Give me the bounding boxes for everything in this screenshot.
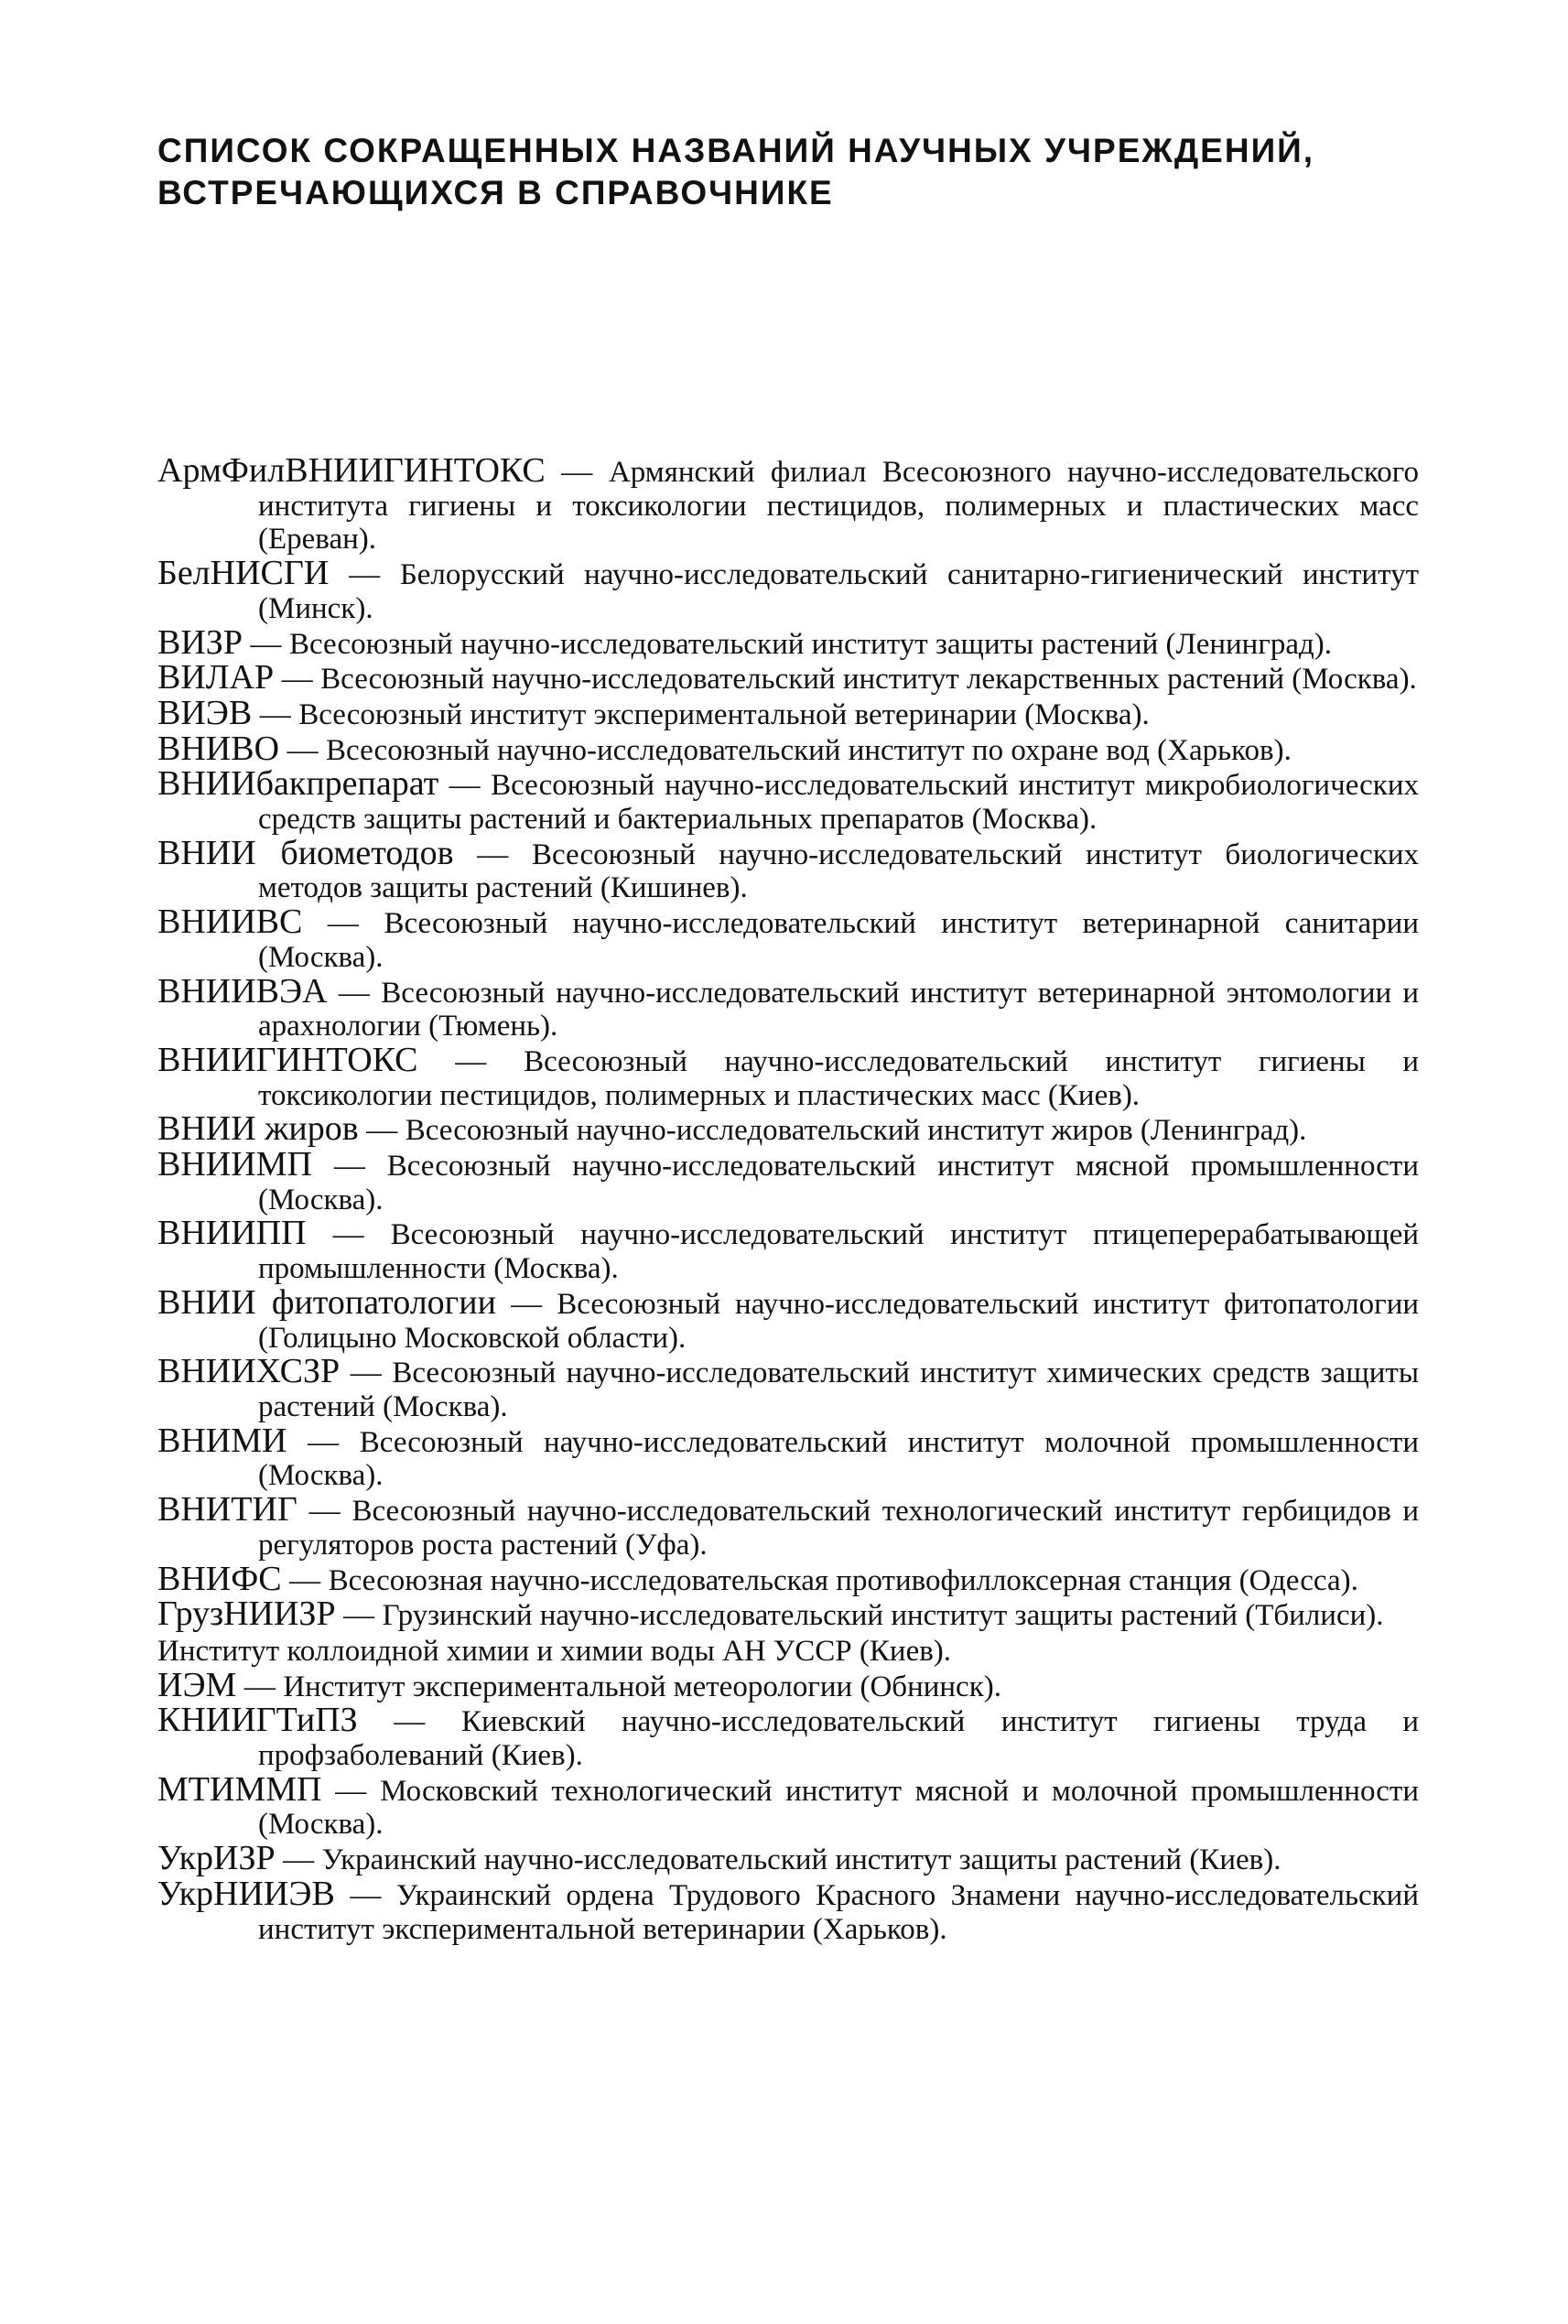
entry-abbreviation: ВНИИбакпрепарат: [157, 764, 439, 804]
entry-description: Всесоюзный научно-исследовательский институт молочной промышленности (Москва).: [258, 1425, 1419, 1493]
entry-dash: —: [275, 1843, 322, 1877]
entry-abbreviation: ВИЛАР: [157, 658, 275, 697]
entry-description: Всесоюзный научно-исследовательский институт гигиены и токсикологии пестицидов, полимерных и пластических масс (Киев).: [258, 1044, 1420, 1112]
abbreviation-entry: [157, 1769, 1419, 1842]
entry-dash: —: [242, 626, 289, 661]
entry-abbreviation: ИЭМ: [157, 1665, 237, 1704]
abbreviation-entry: [157, 729, 1419, 768]
entry-dash: —: [335, 1598, 383, 1633]
entry-abbreviation: ГрузНИИЗР: [157, 1594, 336, 1634]
entry-description: Институт коллоидной химии и химии воды АН УССР (Киев).: [157, 1634, 952, 1668]
entry-description: Всесоюзный научно-исследовательский институт химических средств защиты растений (Москва).: [258, 1357, 1419, 1423]
entry-dash: —: [358, 1113, 406, 1148]
entry-dash: —: [340, 1356, 393, 1390]
abbreviation-entry: [157, 1145, 1419, 1216]
entry-abbreviation: КНИИГТиПЗ: [157, 1701, 358, 1740]
entry-dash: —: [438, 768, 492, 803]
entry-description: Всесоюзный институт экспериментальной ветеринарии (Москва).: [298, 697, 1150, 731]
entry-abbreviation: ВНИИ биометодов: [157, 833, 454, 872]
entry-dash: —: [236, 1669, 284, 1703]
entry-dash: —: [357, 1704, 461, 1739]
entry-abbreviation: ВИЗР: [157, 622, 243, 662]
entry-abbreviation: ВНИИ жиров: [157, 1109, 359, 1149]
abbreviation-entry: [157, 833, 1420, 905]
entry-dash: —: [297, 1494, 352, 1529]
abbreviation-entry: [157, 905, 1419, 974]
abbreviation-entry: [157, 1703, 1419, 1772]
abbreviation-entry: [157, 1352, 1419, 1423]
entry-description: Всесоюзный научно-исследовательский институт защиты растений (Ленинград).: [288, 627, 1333, 661]
entry-dash: —: [274, 662, 321, 697]
entry-description: Московский технологический институт мясной и молочной промышленности (Москва).: [258, 1774, 1419, 1842]
entry-description: Всесоюзный научно-исследовательский институт биологических методов защиты растений (Кишинев).: [258, 838, 1420, 905]
entry-dash: —: [281, 1562, 329, 1597]
entry-dash: —: [453, 837, 532, 871]
entry-description: Всесоюзный научно-исследовательский институт ветеринарной энтомологии и арахнологии (Тюмень).: [258, 976, 1419, 1043]
abbreviation-entry: [157, 1839, 1419, 1878]
entry-dash: —: [545, 455, 609, 489]
entry-description: Армянский филиал Всесоюзного научно-исследовательского института гигиены и токсикологии пестицидов, полимерных и пластических масс (Ереван).: [258, 456, 1419, 557]
entry-description: Всесоюзный научно-исследовательский институт фитопатологии (Голицыно Московской области).: [258, 1287, 1420, 1355]
entry-description: Всесоюзный научно-исследовательский институт жиров (Ленинград).: [405, 1114, 1307, 1148]
entry-dash: —: [306, 1217, 391, 1252]
entry-abbreviation: ВНИИВС: [157, 903, 303, 942]
abbreviation-list: [157, 451, 1420, 1946]
entry-dash: —: [321, 1773, 381, 1808]
entry-dash: —: [327, 975, 382, 1010]
entry-abbreviation: УкрНИИЭВ: [157, 1874, 335, 1913]
entry-abbreviation: УкрИЗР: [157, 1839, 276, 1878]
entry-description: Всесоюзный научно-исследовательский технологический институт гербицидов и регуляторов роста растений (Уфа).: [258, 1495, 1420, 1562]
abbreviation-entry: [157, 1559, 1419, 1598]
entry-abbreviation: ВНИИВЭА: [157, 971, 328, 1011]
abbreviation-entry: [157, 1633, 1419, 1669]
abbreviation-entry: [157, 1874, 1420, 1946]
title-line-1: СПИСОК СОКРАЩЕННЫХ НАЗВАНИЙ НАУЧНЫХ УЧРЕЖДЕНИЙ,: [157, 132, 1315, 169]
abbreviation-entry: [157, 971, 1419, 1043]
entry-abbreviation: ВИЭВ: [157, 693, 253, 732]
entry-description: Всесоюзная научно-исследовательская противофиллоксерная станция (Одесса).: [328, 1563, 1358, 1597]
abbreviation-entry: [157, 554, 1419, 625]
entry-description: Грузинский научно-исследовательский институт защиты растений (Тбилиси).: [382, 1599, 1384, 1633]
page-title: [157, 130, 1439, 214]
entry-description: Всесоюзный научно-исследовательский институт мясной промышленности (Москва).: [258, 1150, 1419, 1216]
abbreviation-entry: [157, 1282, 1420, 1355]
entry-description: Институт экспериментальной метеорологии (Обнинск).: [283, 1670, 1001, 1703]
abbreviation-entry: [157, 1040, 1420, 1112]
abbreviation-entry: [157, 693, 1419, 732]
entry-dash: —: [302, 906, 384, 941]
abbreviation-entry: [157, 1216, 1419, 1285]
abbreviation-entry: [157, 1665, 1419, 1704]
title-line-2: ВСТРЕЧАЮЩИХСЯ В СПРАВОЧНИКЕ: [157, 174, 834, 211]
abbreviation-entry: [157, 658, 1419, 697]
entry-abbreviation: ВНИВО: [157, 729, 280, 768]
abbreviation-entry: [157, 1594, 1419, 1634]
abbreviation-entry: [157, 451, 1419, 557]
entry-description: Украинский научно-исследовательский институт защиты растений (Киев).: [321, 1843, 1281, 1877]
abbreviation-entry: [157, 764, 1419, 837]
entry-dash: —: [287, 1424, 360, 1459]
entry-description: Киевский научно-исследовательский институт гигиены труда и профзаболеваний (Киев).: [258, 1705, 1419, 1773]
entry-description: Белорусский научно-исследовательский санитарно-гигиенический институт (Минск).: [258, 558, 1419, 625]
entry-description: Всесоюзный научно-исследовательский институт лекарственных растений (Москва).: [320, 663, 1417, 697]
entry-dash: —: [311, 1149, 387, 1184]
entry-abbreviation: МТИММП: [157, 1769, 322, 1809]
entry-dash: —: [279, 732, 327, 767]
entry-abbreviation: ВНИИГИНТОКС: [157, 1040, 418, 1079]
abbreviation-entry: [157, 1109, 1419, 1149]
entry-dash: —: [329, 557, 400, 592]
entry-abbreviation: ВНИИМП: [157, 1145, 312, 1184]
entry-abbreviation: ВНИТИГ: [157, 1490, 297, 1530]
abbreviation-entry: [157, 622, 1419, 662]
entry-dash: —: [495, 1286, 557, 1321]
entry-dash: —: [334, 1877, 397, 1912]
entry-description: Всесоюзный научно-исследовательский институт микробиологических средств защиты растений и бактериальных препаратов (Москва).: [258, 769, 1419, 837]
abbreviation-entry: [157, 1490, 1420, 1562]
entry-abbreviation: АрмФилВНИИГИНТОКС: [157, 451, 546, 490]
abbreviation-entry: [157, 1421, 1419, 1493]
entry-description: Всесоюзный научно-исследовательский институт ветеринарной санитарии (Москва).: [258, 907, 1419, 974]
entry-description: Всесоюзный научно-исследовательский институт птицеперерабатывающей промышленности (Москва).: [258, 1218, 1420, 1286]
entry-abbreviation: ВНИИ фитопатологии: [157, 1282, 496, 1322]
entry-abbreviation: ВНИФС: [157, 1559, 282, 1598]
entry-abbreviation: ВНИМИ: [157, 1421, 287, 1460]
entry-description: Украинский ордена Трудового Красного Знамени научно-исследовательский институт экспериментальной ветеринарии (Харьков).: [258, 1878, 1420, 1946]
entry-abbreviation: ВНИИПП: [157, 1214, 307, 1253]
entry-abbreviation: БелНИСГИ: [157, 554, 330, 593]
entry-description: Всесоюзный научно-исследовательский институт по охране вод (Харьков).: [326, 733, 1292, 767]
entry-abbreviation: ВНИИХСЗР: [157, 1352, 341, 1391]
entry-dash: —: [252, 697, 299, 731]
entry-dash: —: [417, 1043, 524, 1078]
